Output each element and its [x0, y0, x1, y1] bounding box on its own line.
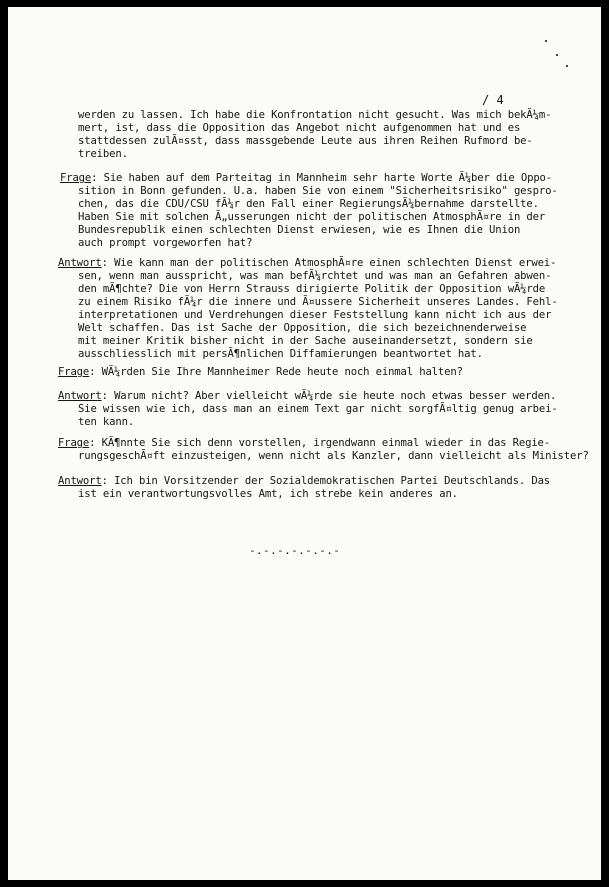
text-line: rungsgeschÃ¤ft einzusteigen, wenn nicht als Kanzler, dann vielleicht als Minister? — [78, 450, 589, 462]
text-line-content: : Warum nicht? Aber vielleicht wÃ¼rde sie heute noch etwas besser werden. — [101, 390, 557, 402]
text-line: ausschliesslich mit persÃ¶nlichen Diffamierungen beantwortet hat. — [78, 348, 483, 360]
text-line: stattdessen zulÃ¤sst, dass massgebende Leute aus ihren Reihen Rufmord be- — [78, 135, 533, 147]
text-line-content: : Sie haben auf dem Parteitag in Mannheim sehr harte Worte Ã¼ber die Oppo- — [91, 172, 553, 184]
text-line: mit meiner Kritik bisher nicht in der Sache auseinandersetzt, sondern sie — [78, 335, 533, 347]
answer-block — [8, 475, 601, 501]
text-line: interpretationen und Verdrehungen dieser Feststellung kann nicht ich aus der — [78, 309, 552, 321]
text-line: Welt schaffen. Das ist Sache der Opposition, die sich bezeichnenderweise — [78, 322, 527, 334]
text-line — [8, 172, 601, 185]
end-separator: -.-.-.-.-.-.- — [249, 544, 341, 557]
text-line: sition in Bonn gefunden. U.a. haben Sie von einem "Sicherheitsrisiko" gespro- — [78, 185, 558, 197]
text-line: auch prompt vorgeworfen hat? — [78, 237, 253, 249]
scan-speck — [556, 54, 558, 56]
text-line: ist ein verantwortungsvolles Amt, ich strebe kein anderes an. — [78, 488, 458, 500]
text-line: treiben. — [78, 148, 128, 160]
text-line — [8, 366, 601, 379]
text-line: Bundesrepublik einen schlechten Dienst erwiesen, wie es Ihnen die Union — [78, 224, 521, 236]
answer-label: Antwort — [58, 390, 102, 402]
answer-block — [8, 390, 601, 429]
text-line — [8, 475, 601, 488]
text-line: sen, wenn man ausspricht, was man befÃ¼rchtet und was man an Gefahren abwen- — [78, 270, 552, 282]
question-block — [8, 172, 601, 250]
text-line-content: : WÃ¼rden Sie Ihre Mannheimer Rede heute noch einmal halten? — [89, 366, 463, 378]
text-line-content: : Wie kann man der politischen AtmosphÃ¤re einen schlechten Dienst erwei- — [101, 257, 557, 269]
text-line: Haben Sie mit solchen Ã„usserungen nicht der politischen AtmosphÃ¤re in der — [78, 211, 546, 223]
text-line: chen, das die CDU/CSU fÃ¼r den Fall einer RegierungsÃ¼bernahme darstellte. — [78, 198, 539, 210]
answer-label: Antwort — [58, 257, 102, 269]
page-number: / 4 — [482, 93, 504, 107]
text-line-content: : Ich bin Vorsitzender der Sozialdemokratischen Partei Deutschlands. Das — [101, 475, 551, 487]
text-line: werden zu lassen. Ich habe die Konfrontation nicht gesucht. Was mich bekÃ¼m- — [78, 109, 552, 121]
scan-speck — [545, 40, 547, 42]
document-page — [8, 7, 601, 880]
question-label: Frage — [58, 366, 90, 378]
paragraph-continuation — [8, 109, 601, 161]
question-label: Frage — [60, 172, 92, 184]
text-line — [8, 390, 601, 403]
text-line — [8, 437, 601, 450]
text-line-content: : KÃ¶nnte Sie sich denn vorstellen, irgendwann einmal wieder in das Regie- — [89, 437, 551, 449]
text-line: Sie wissen wie ich, dass man an einem Text gar nicht sorgfÃ¤ltig genug arbei- — [78, 403, 558, 415]
scan-speck — [566, 65, 568, 67]
text-line — [8, 257, 601, 270]
text-line: mert, ist, dass die Opposition das Angebot nicht aufgenommen hat und es — [78, 122, 521, 134]
text-line: zu einem Risiko fÃ¼r die innere und Ã¤ussere Sicherheit unseres Landes. Fehl- — [78, 296, 558, 308]
text-line: ten kann. — [78, 416, 135, 428]
question-block — [8, 437, 601, 463]
text-line: den mÃ¶chte? Die von Herrn Strauss dirigierte Politik der Opposition wÃ¼rde — [78, 283, 546, 295]
answer-label: Antwort — [58, 475, 102, 487]
question-block — [8, 366, 601, 379]
question-label: Frage — [58, 437, 90, 449]
answer-block — [8, 257, 601, 361]
